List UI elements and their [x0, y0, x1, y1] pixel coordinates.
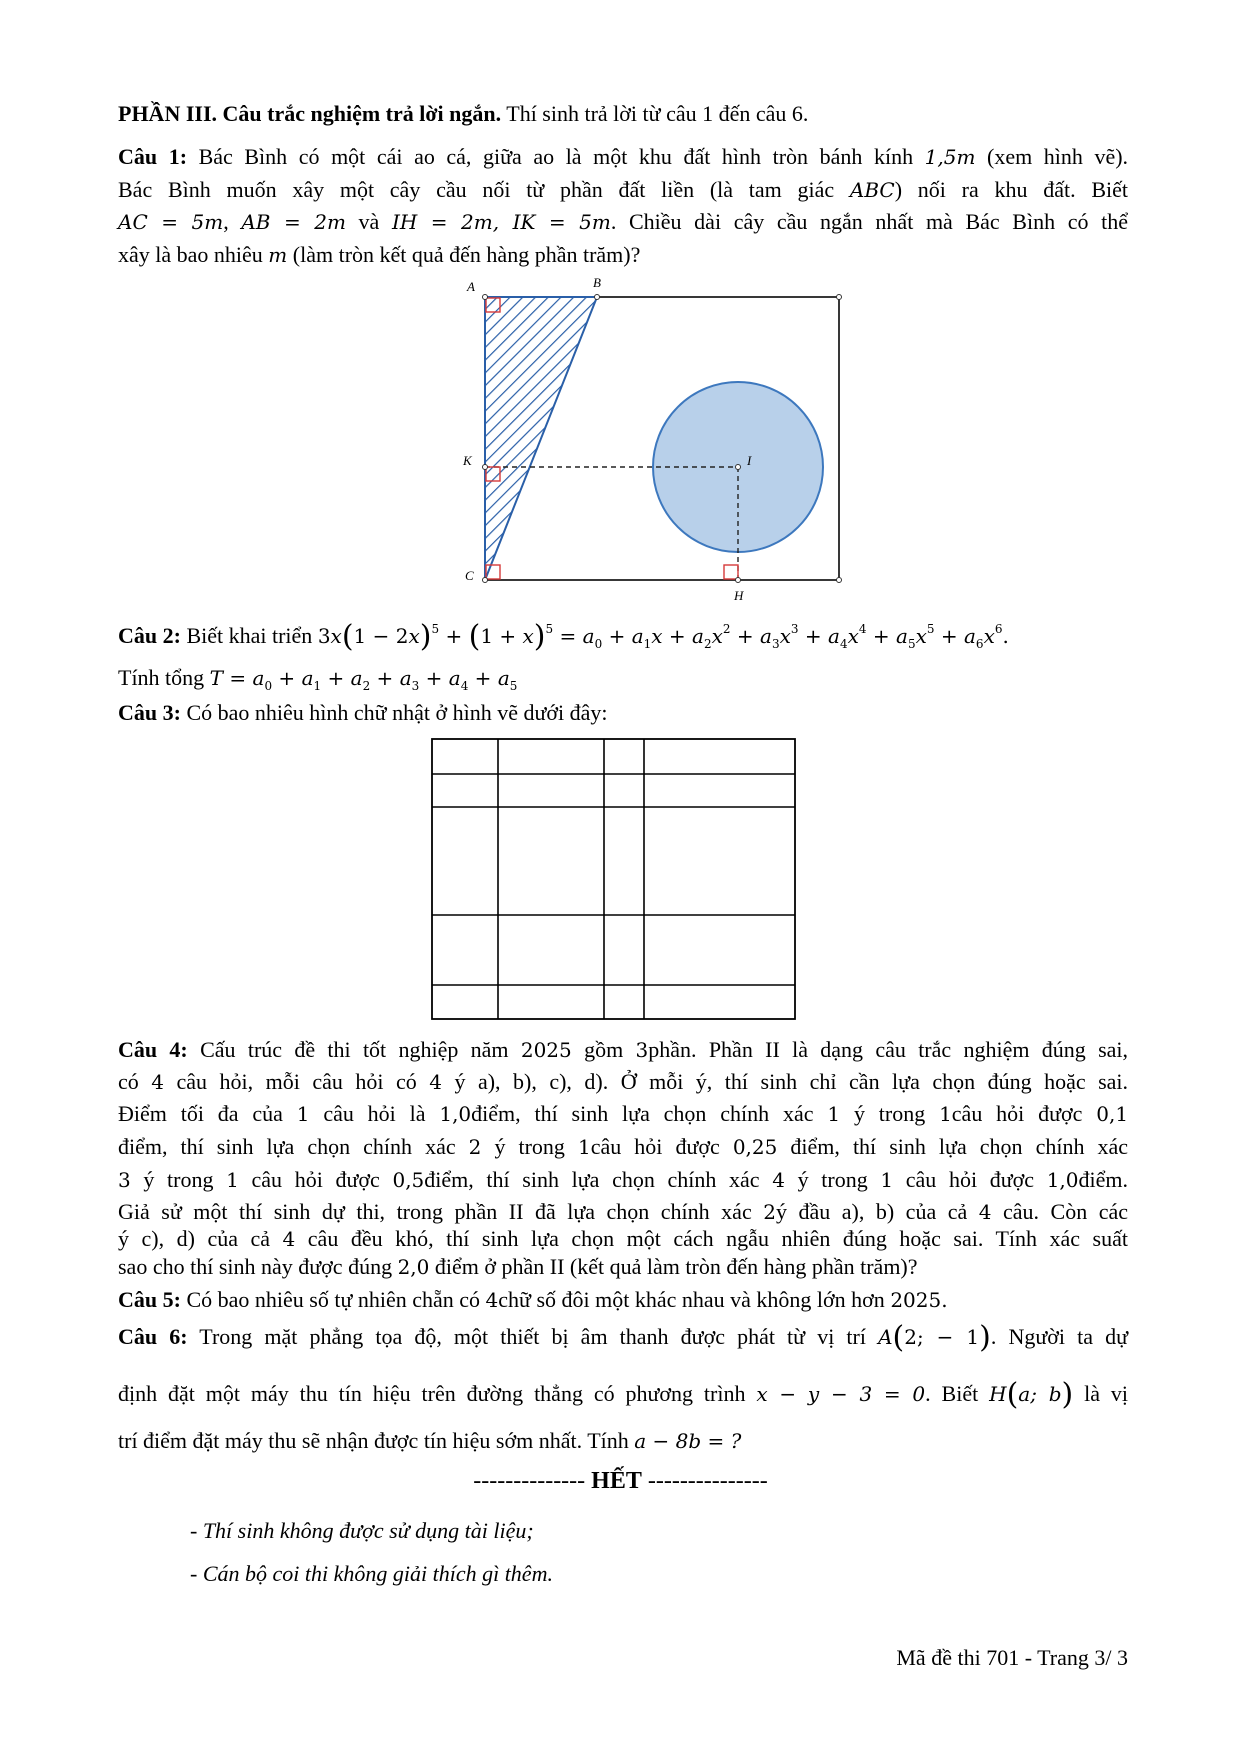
q4-p025: 0,25 [732, 1135, 778, 1159]
label-c: C [465, 568, 474, 583]
q5-year: 2025. [890, 1288, 948, 1312]
note-2: - Cán bộ coi thi không giải thích gì thêm. [190, 1561, 553, 1586]
q4-p10-a: 1,0 [439, 1102, 472, 1126]
q5-text-a: Có bao nhiêu số tự nhiên chẵn có [186, 1287, 481, 1312]
q1-sep: , [223, 209, 229, 234]
q4-t1a: Cấu trúc đề thi tốt nghiệp năm [200, 1037, 509, 1062]
q6-t1a: Trong mặt phẳng tọa độ, một thiết bị âm thanh được phát từ vị trí [199, 1324, 866, 1349]
q4-t5c: điểm, thí sinh lựa chọn chính xác [424, 1167, 760, 1192]
q4-one-e: 1 [226, 1168, 239, 1192]
part-instruction: Thí sinh trả lời từ câu 1 đến câu 6. [506, 101, 809, 126]
q6-coords-a: 2; − 1 [904, 1325, 980, 1349]
q4-t1b: gồm [584, 1037, 624, 1062]
q4-one-d: 1 [577, 1135, 591, 1159]
q4-p05: 0,5 [392, 1168, 425, 1192]
point-rect-top-right [837, 295, 842, 300]
q4-t5e: câu hỏi được [905, 1167, 1035, 1192]
point-c [483, 578, 488, 583]
q4-two-a: 2 [468, 1135, 482, 1159]
label-b: B [593, 275, 601, 290]
q1-ih-ik: IH = 2m, IK = 5m [391, 210, 611, 234]
label-k: K [463, 453, 472, 468]
q4-line-8 [118, 1253, 1128, 1281]
q6-t3a: trí điểm đặt máy thu sẽ nhận được tín hiệu sớm nhất. Tính [118, 1428, 629, 1453]
q4-t7b: câu đều khó, thí sinh lựa chọn một cách ngẫu nhiên đúng hoặc sai. Tính xác suất [307, 1226, 1128, 1251]
q6-label: Câu 6: [118, 1324, 188, 1349]
end-marker [0, 1468, 1241, 1495]
q4-one-f: 1 [880, 1168, 894, 1192]
q1-line-1 [118, 143, 1128, 171]
q4-t2a: có [118, 1069, 139, 1094]
q4-t8b: điểm ở phần II (kết quả làm tròn đến hàng phần trăm)? [434, 1254, 918, 1279]
q1-ab: AB = 2m [241, 210, 346, 234]
q4-t8a: sao cho thí sinh này được đúng [118, 1254, 393, 1279]
grid-outer-border [432, 739, 795, 1019]
q6-expr: a − 8b = ? [634, 1429, 742, 1453]
q1-radius: 1,5m [924, 145, 976, 169]
q6-line-1 [118, 1320, 1129, 1355]
q1-text-1b: (xem hình vẽ). [987, 144, 1129, 169]
q4-line-2 [118, 1068, 1128, 1096]
q4-t4d: điểm, thí sinh lựa chọn chính xác [790, 1134, 1129, 1159]
q4-four-e: 4 [282, 1227, 296, 1251]
q1-abc: ABC [849, 178, 895, 202]
q6-t2a: định đặt một máy thu tín hiệu trên đường thẳng có phương trình [118, 1381, 746, 1406]
point-rect-bottom-right [837, 578, 842, 583]
end-dashes-right: --------------- [647, 1468, 768, 1494]
q1-text-4b: (làm tròn kết quả đến hàng phần trăm)? [292, 242, 641, 267]
q1-text-2a: Bác Bình muốn xây một cây cầu nối từ phần đất liền (là tam giác [118, 177, 835, 202]
q3-text: Có bao nhiêu hình chữ nhật ở hình vẽ dưới đây: [186, 700, 608, 725]
point-i [736, 465, 741, 470]
q6-t1b: . Người ta dự [990, 1324, 1129, 1349]
q6-point-a: A(2; − 1) [878, 1320, 991, 1355]
q1-unit: m [268, 243, 288, 267]
q1-line-2 [118, 176, 1128, 204]
part-heading-line [118, 100, 1128, 128]
q1-line-4 [118, 241, 1128, 269]
label-a: A [467, 279, 475, 294]
q6-line-2 [118, 1377, 1128, 1412]
q4-year: 2025 [520, 1038, 572, 1062]
q1-text-2b: ) nối ra khu đất. Biết [894, 177, 1129, 202]
q4-line-4 [118, 1133, 1128, 1161]
q4-three: 3 [635, 1038, 649, 1062]
q4-t1c: phần. Phần II là dạng câu trắc nghiệm đúng sai, [648, 1037, 1129, 1062]
q4-three-b: 3 [118, 1168, 131, 1192]
q4-t3c: điểm, thí sinh lựa chọn chính xác [471, 1101, 814, 1126]
q6-t2c: là vị [1084, 1381, 1128, 1406]
end-word: HẾT [591, 1468, 642, 1494]
q1-and: và [358, 209, 380, 234]
q4-p01: 0,1 [1096, 1102, 1129, 1126]
point-k [483, 465, 488, 470]
q4-t6c: câu. Còn các [1003, 1199, 1129, 1224]
q4-t5f: điểm. [1078, 1167, 1129, 1192]
q1-text-3b: . Chiều dài cây cầu ngắn nhất mà Bác Bình có thể [610, 209, 1128, 234]
q1-ac: AC = 5m [118, 210, 224, 234]
q2-sum-expr: $T = a_0 + a_1 + a_2 + a_3 + a_4 + a_5$ [209, 666, 518, 693]
q1-text-1a: Bác Bình có một cái ao cá, giữa ao là một khu đất hình tròn bánh kính [198, 144, 914, 169]
q1-label: Câu 1: [118, 144, 188, 169]
point-h [736, 578, 741, 583]
q4-line-3 [118, 1100, 1128, 1128]
q5-line [118, 1286, 1128, 1314]
point-a [483, 295, 488, 300]
q4-four-c: 4 [772, 1168, 785, 1192]
q4-t2b: câu hỏi, mỗi câu hỏi có [176, 1069, 417, 1094]
q6-point-a-name: A [878, 1325, 893, 1349]
q4-p10-b: 1,0 [1046, 1168, 1079, 1192]
q4-t6b: ý đầu a), b) của cả [775, 1199, 968, 1224]
q4-line-5 [118, 1166, 1128, 1194]
q4-t5d: ý trong [797, 1167, 868, 1192]
q2-expansion: $3x(1 - 2x)^5 + (1 + x)^5 = a_0 + a_1x + a_2x^2 + a_3x^3 + a_4x^4 + a_5x^5 + a_6x^6$. [317, 619, 1009, 654]
end-dashes-left: -------------- [473, 1468, 586, 1494]
pond-figure [455, 275, 895, 610]
q5-four: 4 [485, 1288, 499, 1312]
q4-t2c: ý a), b), c), d). Ở mỗi ý, thí sinh chỉ cần lựa chọn đúng hoặc sai. [454, 1069, 1129, 1094]
q4-p20: 2,0 [397, 1255, 430, 1279]
q4-one-a: 1 [296, 1102, 310, 1126]
q1-line-3 [118, 208, 1128, 236]
q3-label: Câu 3: [118, 700, 181, 725]
q4-label: Câu 4: [118, 1037, 188, 1062]
page-footer: Mã đề thi 701 - Trang 3/ 3 [896, 1645, 1128, 1670]
q4-four-a: 4 [151, 1070, 164, 1094]
q2-line-1 [118, 619, 1128, 656]
q6-t2b: . Biết [925, 1381, 979, 1406]
label-i: I [747, 453, 752, 468]
q2-sum-text: Tính tổng [118, 665, 205, 690]
right-angle-h [724, 565, 738, 579]
q2-label: Câu 2: [118, 623, 181, 648]
q6-coords-h: a; b [1018, 1382, 1062, 1406]
q6-line-eq: x − y − 3 = 0 [756, 1382, 926, 1406]
q4-two-b: 2 [763, 1200, 776, 1224]
note-1: - Thí sinh không được sử dụng tài liệu; [190, 1518, 534, 1543]
q4-one-c: 1 [939, 1102, 952, 1126]
q4-line-7 [118, 1225, 1128, 1253]
q2-text: Biết khai triển [186, 623, 313, 648]
q6-point-h-name: H [989, 1382, 1007, 1406]
q6-point-h: H(a; b) [989, 1377, 1074, 1412]
q4-line-6 [118, 1198, 1128, 1226]
point-b [595, 295, 600, 300]
q4-four-b: 4 [429, 1070, 442, 1094]
q1-text-4a: xây là bao nhiêu [118, 242, 263, 267]
q5-label: Câu 5: [118, 1287, 181, 1312]
label-h: H [734, 588, 744, 603]
q4-t4c: câu hỏi được [590, 1134, 720, 1159]
q4-t6a: Giả sử một thí sinh dự thi, trong phần II đã lựa chọn chính xác [118, 1199, 752, 1224]
q4-t3b: câu hỏi là [323, 1101, 426, 1126]
q2-line-2 [118, 664, 1128, 692]
q3-line [118, 699, 1128, 727]
q4-one-b: 1 [827, 1102, 841, 1126]
q4-t3a: Điểm tối đa của [118, 1101, 283, 1126]
q4-line-1 [118, 1036, 1128, 1064]
q4-t4b: ý trong [494, 1134, 565, 1159]
q4-t3e: câu hỏi được [951, 1101, 1083, 1126]
q4-t5b: câu hỏi được [251, 1167, 380, 1192]
q6-line-3 [118, 1427, 1128, 1455]
q4-four-d: 4 [978, 1200, 992, 1224]
q4-t3d: ý trong [853, 1101, 926, 1126]
q4-t5a: ý trong [143, 1167, 214, 1192]
q4-t4a: điểm, thí sinh lựa chọn chính xác [118, 1134, 456, 1159]
rectangle-grid-figure [430, 737, 800, 1025]
q5-text-b: chữ số đôi một khác nhau và không lớn hơn [498, 1287, 885, 1312]
part-heading: PHẦN III. Câu trắc nghiệm trả lời ngắn. [118, 101, 502, 126]
q4-t7a: ý c), d) của cả [118, 1226, 271, 1251]
land-triangle-abc [485, 297, 597, 580]
